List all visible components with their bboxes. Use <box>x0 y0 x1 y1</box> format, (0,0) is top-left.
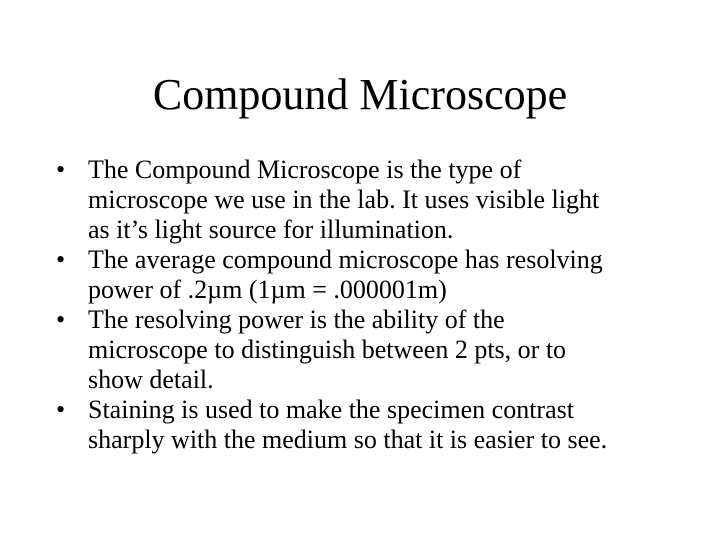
bullet-text: The resolving power is the ability of the microscope to distinguish between 2 pts, or to show detail. <box>88 305 567 394</box>
bullet-text: The average compound microscope has resolving power of .2µm (1µm = .000001m) <box>88 245 603 304</box>
bullet-marker: • <box>56 245 66 274</box>
bullet-marker: • <box>56 305 66 334</box>
bullet-text: The Compound Microscope is the type of microscope we use in the lab. It uses visible light as it’s light source for illumination. <box>88 155 600 244</box>
bullet-item <box>56 245 676 305</box>
bullet-item <box>56 155 676 245</box>
bullet-marker: • <box>56 155 66 184</box>
bullet-item <box>56 305 676 395</box>
bullet-marker: • <box>56 395 66 424</box>
slide-title: Compound Microscope <box>152 70 568 119</box>
bullet-list <box>56 155 676 455</box>
bullet-text: Staining is used to make the specimen contrast sharply with the medium so that it is easier to see. <box>88 395 608 454</box>
bullet-item <box>56 395 676 455</box>
